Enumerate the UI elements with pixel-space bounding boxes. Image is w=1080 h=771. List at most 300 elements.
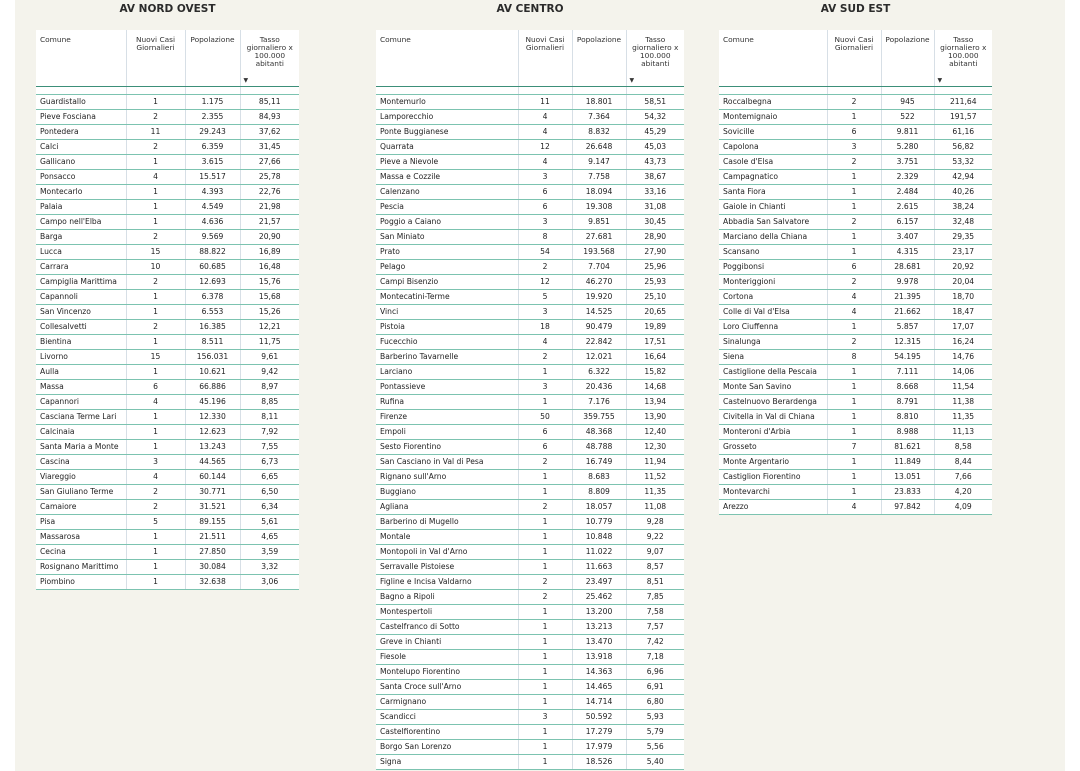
cell-nuovi-casi: 54 — [518, 245, 572, 260]
cell-tasso: 16,64 — [626, 350, 684, 365]
cell-nuovi-casi: 1 — [827, 380, 881, 395]
cell-tasso: 20,90 — [240, 230, 299, 245]
column-header-tasso[interactable] — [240, 30, 299, 87]
cell-comune: Guardistallo — [36, 95, 126, 110]
cell-nuovi-casi: 2 — [126, 500, 185, 515]
table-row — [376, 110, 684, 125]
cell-nuovi-casi: 6 — [827, 125, 881, 140]
column-header-comune[interactable] — [36, 30, 126, 87]
table-row — [719, 365, 992, 380]
cell-tasso: 7,85 — [626, 590, 684, 605]
cell-comune: Arezzo — [719, 500, 827, 515]
cell-popolazione: 23.833 — [881, 485, 934, 500]
cell-comune: Poggibonsi — [719, 260, 827, 275]
cell-nuovi-casi: 15 — [126, 245, 185, 260]
cell-nuovi-casi: 1 — [126, 575, 185, 590]
cell-comune: Prato — [376, 245, 518, 260]
spacer-cell — [934, 87, 992, 95]
cell-popolazione: 27.681 — [572, 230, 626, 245]
cell-nuovi-casi: 6 — [518, 185, 572, 200]
cell-comune: Montecarlo — [36, 185, 126, 200]
cell-tasso: 17,07 — [934, 320, 992, 335]
cell-tasso: 11,94 — [626, 455, 684, 470]
table-row — [36, 470, 299, 485]
cell-nuovi-casi: 1 — [518, 470, 572, 485]
cell-comune: Massa e Cozzile — [376, 170, 518, 185]
cell-comune: Siena — [719, 350, 827, 365]
cell-nuovi-casi: 4 — [518, 110, 572, 125]
cell-nuovi-casi: 5 — [518, 290, 572, 305]
cell-tasso: 5,56 — [626, 740, 684, 755]
cell-comune: Casciana Terme Lari — [36, 410, 126, 425]
spacer-cell — [827, 87, 881, 95]
header-label: Tasso giornaliero x 100.000 abitanti — [940, 35, 987, 69]
header-label: Nuovi Casi Giornalieri — [525, 35, 565, 53]
table-row — [36, 275, 299, 290]
header-label: Popolazione — [190, 35, 235, 44]
cell-comune: Monte Argentario — [719, 455, 827, 470]
cell-popolazione: 48.788 — [572, 440, 626, 455]
cell-nuovi-casi: 1 — [518, 635, 572, 650]
table-row — [36, 320, 299, 335]
table-row — [719, 185, 992, 200]
cell-popolazione: 6.553 — [185, 305, 240, 320]
cell-comune: Poggio a Caiano — [376, 215, 518, 230]
cell-nuovi-casi: 4 — [126, 395, 185, 410]
cell-tasso: 8,97 — [240, 380, 299, 395]
sort-desc-icon[interactable]: ▼ — [937, 77, 943, 85]
cell-tasso: 9,28 — [626, 515, 684, 530]
cell-tasso: 5,79 — [626, 725, 684, 740]
table-row — [36, 290, 299, 305]
cell-comune: Montemurlo — [376, 95, 518, 110]
cell-tasso: 53,32 — [934, 155, 992, 170]
table-row — [719, 125, 992, 140]
table-row — [376, 455, 684, 470]
cell-popolazione: 6.378 — [185, 290, 240, 305]
cell-comune: Campiglia Marittima — [36, 275, 126, 290]
cell-tasso: 5,93 — [626, 710, 684, 725]
table-row — [719, 245, 992, 260]
cell-popolazione: 28.681 — [881, 260, 934, 275]
table-row — [719, 170, 992, 185]
cell-nuovi-casi: 1 — [126, 425, 185, 440]
cell-popolazione: 193.568 — [572, 245, 626, 260]
cell-tasso: 3,59 — [240, 545, 299, 560]
cell-tasso: 31,08 — [626, 200, 684, 215]
cell-popolazione: 48.368 — [572, 425, 626, 440]
cell-nuovi-casi: 1 — [827, 485, 881, 500]
cell-comune: Greve in Chianti — [376, 635, 518, 650]
cell-tasso: 6,65 — [240, 470, 299, 485]
cell-popolazione: 15.517 — [185, 170, 240, 185]
cell-popolazione: 97.842 — [881, 500, 934, 515]
cell-popolazione: 50.592 — [572, 710, 626, 725]
cell-tasso: 8,44 — [934, 455, 992, 470]
spacer-cell — [126, 87, 185, 95]
cell-nuovi-casi: 6 — [126, 380, 185, 395]
cell-nuovi-casi: 1 — [126, 410, 185, 425]
cell-comune: Sovicille — [719, 125, 827, 140]
cell-popolazione: 16.385 — [185, 320, 240, 335]
cell-nuovi-casi: 1 — [518, 485, 572, 500]
cell-popolazione: 8.810 — [881, 410, 934, 425]
table-row — [376, 425, 684, 440]
table-row — [36, 560, 299, 575]
cell-comune: Scandicci — [376, 710, 518, 725]
cell-tasso: 27,66 — [240, 155, 299, 170]
cell-tasso: 38,67 — [626, 170, 684, 185]
cell-nuovi-casi: 1 — [126, 545, 185, 560]
table-row — [36, 110, 299, 125]
table-row — [36, 230, 299, 245]
cell-nuovi-casi: 8 — [518, 230, 572, 245]
cell-nuovi-casi: 1 — [827, 470, 881, 485]
cell-comune: Rosignano Marittimo — [36, 560, 126, 575]
spacer-cell — [881, 87, 934, 95]
cell-tasso: 25,96 — [626, 260, 684, 275]
cell-tasso: 29,35 — [934, 230, 992, 245]
cell-tasso: 12,40 — [626, 425, 684, 440]
table-row — [376, 380, 684, 395]
cell-nuovi-casi: 1 — [126, 305, 185, 320]
table-row — [36, 95, 299, 110]
cell-tasso: 6,73 — [240, 455, 299, 470]
table-row — [376, 470, 684, 485]
cell-comune: Capannori — [36, 395, 126, 410]
panel-title: AV CENTRO — [496, 3, 564, 15]
cell-comune: Montespertoli — [376, 605, 518, 620]
cell-tasso: 33,16 — [626, 185, 684, 200]
cell-comune: Casole d'Elsa — [719, 155, 827, 170]
cell-nuovi-casi: 2 — [827, 275, 881, 290]
header-label: Comune — [723, 35, 754, 44]
cell-tasso: 58,51 — [626, 95, 684, 110]
cell-tasso: 4,20 — [934, 485, 992, 500]
cell-tasso: 43,73 — [626, 155, 684, 170]
table-row — [376, 290, 684, 305]
cell-popolazione: 88.822 — [185, 245, 240, 260]
cell-comune: Viareggio — [36, 470, 126, 485]
table-row — [376, 605, 684, 620]
table-row — [719, 425, 992, 440]
cell-nuovi-casi: 3 — [518, 710, 572, 725]
cell-popolazione: 30.771 — [185, 485, 240, 500]
cell-popolazione: 359.755 — [572, 410, 626, 425]
cell-comune: Cecina — [36, 545, 126, 560]
column-header-nuovi-casi[interactable] — [827, 30, 881, 87]
column-header-comune[interactable] — [376, 30, 518, 87]
table-row — [376, 620, 684, 635]
column-header-popolazione[interactable] — [572, 30, 626, 87]
cell-popolazione: 2.329 — [881, 170, 934, 185]
cell-comune: Serravalle Pistoiese — [376, 560, 518, 575]
cell-popolazione: 156.031 — [185, 350, 240, 365]
table-row — [719, 200, 992, 215]
cell-comune: Pontedera — [36, 125, 126, 140]
cell-nuovi-casi: 3 — [518, 380, 572, 395]
cell-nuovi-casi: 2 — [518, 260, 572, 275]
cell-comune: Bagno a Ripoli — [376, 590, 518, 605]
cell-popolazione: 6.359 — [185, 140, 240, 155]
cell-nuovi-casi: 2 — [518, 350, 572, 365]
cell-comune: Castiglion Fiorentino — [719, 470, 827, 485]
cell-tasso: 23,17 — [934, 245, 992, 260]
cell-tasso: 25,93 — [626, 275, 684, 290]
cell-tasso: 8,58 — [934, 440, 992, 455]
cell-popolazione: 27.850 — [185, 545, 240, 560]
cell-popolazione: 4.393 — [185, 185, 240, 200]
table-row — [36, 215, 299, 230]
table-row — [376, 440, 684, 455]
cell-popolazione: 8.988 — [881, 425, 934, 440]
cell-nuovi-casi: 5 — [126, 515, 185, 530]
column-header-popolazione[interactable] — [185, 30, 240, 87]
table-row — [376, 590, 684, 605]
cell-popolazione: 12.623 — [185, 425, 240, 440]
cell-tasso: 211,64 — [934, 95, 992, 110]
table-row — [376, 185, 684, 200]
cell-tasso: 7,42 — [626, 635, 684, 650]
cell-tasso: 20,92 — [934, 260, 992, 275]
cell-nuovi-casi: 1 — [518, 545, 572, 560]
cell-popolazione: 25.462 — [572, 590, 626, 605]
header-row — [376, 30, 684, 87]
cell-tasso: 11,75 — [240, 335, 299, 350]
cell-comune: Campo nell'Elba — [36, 215, 126, 230]
cell-nuovi-casi: 2 — [827, 215, 881, 230]
table-row — [376, 755, 684, 770]
cell-popolazione: 8.809 — [572, 485, 626, 500]
table-row — [36, 260, 299, 275]
table-row — [719, 110, 992, 125]
page — [15, 0, 1065, 771]
table-row — [719, 500, 992, 515]
cell-popolazione: 60.685 — [185, 260, 240, 275]
column-header-nuovi-casi[interactable] — [126, 30, 185, 87]
cell-popolazione: 9.569 — [185, 230, 240, 245]
table-row — [719, 350, 992, 365]
cell-popolazione: 2.355 — [185, 110, 240, 125]
cell-comune: Borgo San Lorenzo — [376, 740, 518, 755]
spacer-cell — [36, 87, 126, 95]
cell-tasso: 15,26 — [240, 305, 299, 320]
table-row — [36, 155, 299, 170]
cell-nuovi-casi: 50 — [518, 410, 572, 425]
column-header-comune[interactable] — [719, 30, 827, 87]
cell-popolazione: 4.315 — [881, 245, 934, 260]
cell-tasso: 25,78 — [240, 170, 299, 185]
cell-tasso: 6,91 — [626, 680, 684, 695]
cell-popolazione: 10.621 — [185, 365, 240, 380]
cell-popolazione: 21.511 — [185, 530, 240, 545]
table-row — [36, 350, 299, 365]
cell-comune: Montelupo Fiorentino — [376, 665, 518, 680]
cell-popolazione: 13.918 — [572, 650, 626, 665]
cell-tasso: 8,57 — [626, 560, 684, 575]
cell-popolazione: 522 — [881, 110, 934, 125]
cell-nuovi-casi: 7 — [827, 440, 881, 455]
cell-tasso: 5,40 — [626, 755, 684, 770]
cell-popolazione: 20.436 — [572, 380, 626, 395]
cell-nuovi-casi: 4 — [827, 305, 881, 320]
cell-nuovi-casi: 2 — [827, 335, 881, 350]
cell-nuovi-casi: 1 — [518, 725, 572, 740]
table-row — [376, 335, 684, 350]
table-row — [376, 260, 684, 275]
cell-nuovi-casi: 1 — [518, 515, 572, 530]
cell-comune: Barberino Tavarnelle — [376, 350, 518, 365]
cell-tasso: 9,07 — [626, 545, 684, 560]
column-header-popolazione[interactable] — [881, 30, 934, 87]
cell-tasso: 15,76 — [240, 275, 299, 290]
cell-tasso: 21,98 — [240, 200, 299, 215]
cell-tasso: 11,13 — [934, 425, 992, 440]
cell-nuovi-casi: 1 — [518, 530, 572, 545]
cell-comune: Montopoli in Val d'Arno — [376, 545, 518, 560]
cell-comune: Figline e Incisa Valdarno — [376, 575, 518, 590]
cell-popolazione: 54.195 — [881, 350, 934, 365]
cell-nuovi-casi: 1 — [518, 605, 572, 620]
sort-desc-icon[interactable]: ▼ — [243, 77, 249, 85]
table-row — [719, 485, 992, 500]
table-row — [36, 485, 299, 500]
cell-nuovi-casi: 3 — [126, 455, 185, 470]
cell-popolazione: 12.315 — [881, 335, 934, 350]
cell-tasso: 11,35 — [934, 410, 992, 425]
cell-comune: San Casciano in Val di Pesa — [376, 455, 518, 470]
cell-nuovi-casi: 2 — [126, 230, 185, 245]
cell-tasso: 12,30 — [626, 440, 684, 455]
table-row — [376, 515, 684, 530]
column-header-tasso[interactable] — [626, 30, 684, 87]
cell-nuovi-casi: 2 — [126, 485, 185, 500]
cell-comune: Vinci — [376, 305, 518, 320]
header-row — [36, 30, 299, 87]
cell-popolazione: 31.521 — [185, 500, 240, 515]
table-row — [376, 545, 684, 560]
cell-popolazione: 13.470 — [572, 635, 626, 650]
cell-nuovi-casi: 2 — [518, 590, 572, 605]
table-row — [376, 320, 684, 335]
cell-comune: Castelnuovo Berardenga — [719, 395, 827, 410]
sort-desc-icon[interactable]: ▼ — [629, 77, 635, 85]
cell-comune: Barberino di Mugello — [376, 515, 518, 530]
cell-popolazione: 7.364 — [572, 110, 626, 125]
cell-comune: Montemignaio — [719, 110, 827, 125]
spacer-cell — [240, 87, 299, 95]
cell-comune: Roccalbegna — [719, 95, 827, 110]
spacer-cell — [719, 87, 827, 95]
cell-nuovi-casi: 3 — [518, 305, 572, 320]
table-row — [376, 710, 684, 725]
cell-nuovi-casi: 1 — [126, 290, 185, 305]
cell-comune: San Vincenzo — [36, 305, 126, 320]
cell-nuovi-casi: 1 — [827, 170, 881, 185]
table-row — [376, 665, 684, 680]
cell-comune: Larciano — [376, 365, 518, 380]
cell-tasso: 9,61 — [240, 350, 299, 365]
cell-nuovi-casi: 1 — [126, 335, 185, 350]
cell-nuovi-casi: 4 — [827, 500, 881, 515]
cell-tasso: 20,65 — [626, 305, 684, 320]
cell-nuovi-casi: 1 — [827, 320, 881, 335]
cell-nuovi-casi: 1 — [827, 410, 881, 425]
cell-tasso: 4,65 — [240, 530, 299, 545]
cell-comune: Carmignano — [376, 695, 518, 710]
table-row — [376, 155, 684, 170]
cell-popolazione: 19.920 — [572, 290, 626, 305]
table-row — [376, 215, 684, 230]
cell-tasso: 27,90 — [626, 245, 684, 260]
cell-comune: Collesalvetti — [36, 320, 126, 335]
cell-comune: Empoli — [376, 425, 518, 440]
cell-comune: Fiesole — [376, 650, 518, 665]
cell-tasso: 7,55 — [240, 440, 299, 455]
table-row — [376, 365, 684, 380]
cell-comune: Montevarchi — [719, 485, 827, 500]
cell-comune: Camaiore — [36, 500, 126, 515]
cell-tasso: 8,11 — [240, 410, 299, 425]
cell-tasso: 14,76 — [934, 350, 992, 365]
cell-nuovi-casi: 2 — [126, 275, 185, 290]
cell-popolazione: 17.279 — [572, 725, 626, 740]
cell-tasso: 38,24 — [934, 200, 992, 215]
cell-comune: San Giuliano Terme — [36, 485, 126, 500]
cell-comune: Santa Croce sull'Arno — [376, 680, 518, 695]
cell-tasso: 22,76 — [240, 185, 299, 200]
cell-popolazione: 5.280 — [881, 140, 934, 155]
cell-nuovi-casi: 1 — [827, 425, 881, 440]
cell-comune: Pistoia — [376, 320, 518, 335]
cell-popolazione: 945 — [881, 95, 934, 110]
spacer-row — [36, 87, 299, 95]
cell-popolazione: 13.213 — [572, 620, 626, 635]
cell-nuovi-casi: 1 — [827, 395, 881, 410]
table-row — [36, 425, 299, 440]
cell-tasso: 15,82 — [626, 365, 684, 380]
cell-popolazione: 7.704 — [572, 260, 626, 275]
cell-nuovi-casi: 1 — [126, 95, 185, 110]
cell-comune: Aulla — [36, 365, 126, 380]
table-row — [376, 170, 684, 185]
cell-tasso: 13,90 — [626, 410, 684, 425]
column-header-nuovi-casi[interactable] — [518, 30, 572, 87]
cell-tasso: 11,35 — [626, 485, 684, 500]
cell-comune: Agliana — [376, 500, 518, 515]
cell-popolazione: 29.243 — [185, 125, 240, 140]
cell-comune: Grosseto — [719, 440, 827, 455]
column-header-tasso[interactable] — [934, 30, 992, 87]
cell-nuovi-casi: 11 — [518, 95, 572, 110]
cell-nuovi-casi: 2 — [827, 95, 881, 110]
spacer-cell — [376, 87, 518, 95]
cell-nuovi-casi: 1 — [126, 215, 185, 230]
cell-comune: Massarosa — [36, 530, 126, 545]
cell-tasso: 7,92 — [240, 425, 299, 440]
cell-comune: Campi Bisenzio — [376, 275, 518, 290]
cell-comune: Calenzano — [376, 185, 518, 200]
cell-tasso: 21,57 — [240, 215, 299, 230]
cell-nuovi-casi: 1 — [518, 650, 572, 665]
cell-comune: Loro Ciuffenna — [719, 320, 827, 335]
cell-tasso: 14,06 — [934, 365, 992, 380]
cell-nuovi-casi: 1 — [827, 230, 881, 245]
cell-popolazione: 14.525 — [572, 305, 626, 320]
cell-nuovi-casi: 8 — [827, 350, 881, 365]
table-row — [719, 395, 992, 410]
cell-popolazione: 44.565 — [185, 455, 240, 470]
